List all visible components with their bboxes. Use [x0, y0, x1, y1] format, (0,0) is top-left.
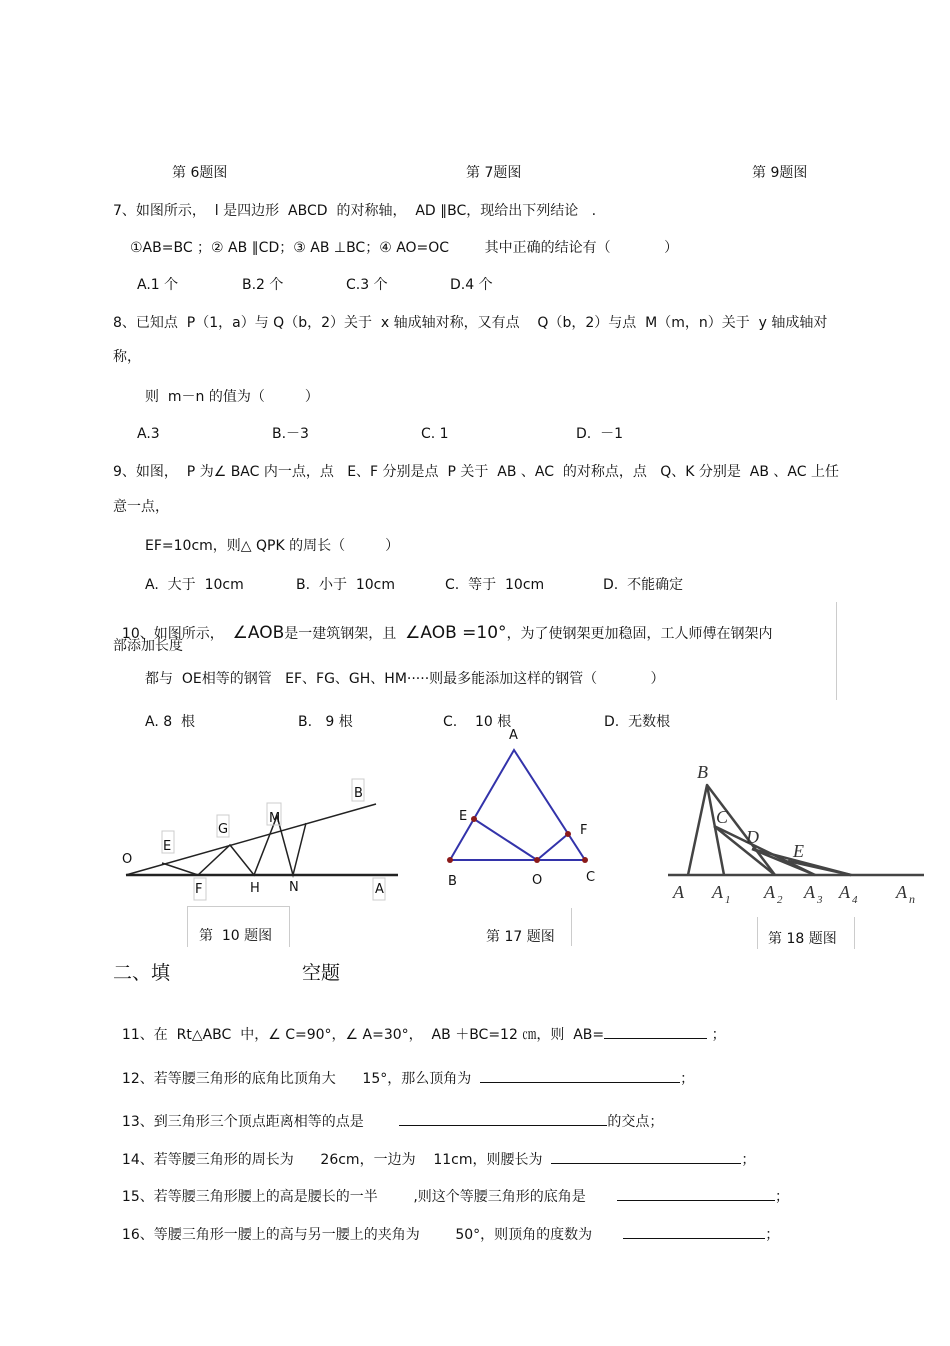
q15-text: 15、若等腰三角形腰上的高是腰长的一半 ,则这个等腰三角形的底角是 [121, 1189, 617, 1205]
q16-text: 16、等腰三角形一腰上的高与另一腰上的夹角为 50°，则顶角的度数为 [121, 1227, 624, 1243]
q8-option-c: C. 1 [421, 426, 449, 442]
q7-option-b: B.2 个 [242, 277, 284, 293]
section-2-title-part2: 空题 [302, 962, 341, 984]
q10-option-d: D. 无数根 [604, 714, 671, 730]
q9-stem-2: 意一点， [113, 499, 169, 515]
fig18-label-c: C [716, 807, 729, 827]
q9-option-d: D. 不能确定 [603, 577, 684, 593]
fig10-label-o: O [122, 852, 133, 867]
fig18-label-a2-sub: 2 [777, 894, 783, 906]
q12-answer-blank[interactable] [480, 1068, 680, 1083]
q8-option-a: A.3 [137, 426, 160, 442]
q9-option-b: B. 小于 10cm [296, 577, 396, 593]
section-2-title-part1: 二、填 [113, 962, 171, 984]
fig17-segments-eof [474, 819, 568, 860]
fig17-label-b: B [448, 874, 457, 889]
fig18-label-a1: A [712, 882, 723, 902]
fig18-label-a: A [673, 882, 684, 902]
q8-stem: 8、已知点 P（1，a）与 Q（b，2）关于 x 轴成轴对称，又有点 Q（b，2）与点 M（m，n）关于 y 轴成轴对 [113, 315, 828, 331]
q10-stem-2: 部添加长度 [113, 638, 183, 654]
q15-answer-blank[interactable] [617, 1186, 775, 1201]
fig10-label-n: N [289, 880, 299, 895]
fig10-label-b: B [354, 786, 363, 801]
fig17-label-c: C [586, 870, 596, 885]
q15 [113, 1168, 789, 1206]
fig17-point-e [471, 816, 477, 822]
q10-stem-a: 10、如图所示， [121, 626, 233, 642]
fig10-label-h: H [250, 881, 260, 896]
q9-stem: 9、如图， P 为∠ BAC 内一点，点 E、F 分别是点 P 关于 AB 、AC 的对称点，点 Q、K 分别是 AB 、AC 上任 [113, 464, 839, 480]
q8-option-d: D. －1 [576, 426, 624, 442]
q10-angle-value: ∠AOB =10° [405, 623, 507, 643]
caption-fig6: 第 6题图 [172, 165, 228, 181]
caption-fig7: 第 7题图 [466, 165, 522, 181]
fig10-label-a: A [375, 882, 384, 897]
q13 [113, 1093, 663, 1131]
q10-option-b: B. 9 根 [298, 714, 353, 730]
q11-answer-blank[interactable] [604, 1024, 707, 1039]
q9-option-a: A. 大于 10cm [145, 577, 244, 593]
q10-option-a: A. 8 根 [145, 714, 196, 730]
fig17-triangle-abc [450, 750, 588, 860]
q8-stem-2: 称， [113, 349, 141, 365]
q10-stem-c: 是一建筑钢架，且 [284, 626, 406, 642]
q7-stem: 7、如图所示， l 是四边形 ABCD 的对称轴， AD ∥BC，现给出下列结论 . [113, 203, 597, 219]
q16 [113, 1206, 779, 1244]
fig18-label-a2: A [764, 882, 775, 902]
fig18-label-a4: A [839, 882, 850, 902]
q13-answer-blank[interactable] [399, 1111, 607, 1126]
q8-stem-3: 则 m－n 的值为（ ） [145, 389, 319, 405]
fig17-point-b [447, 857, 453, 863]
q10-stem [113, 606, 773, 643]
fig18-label-e: E [793, 841, 804, 861]
fig17-label-a: A [509, 728, 518, 743]
figure-18 [668, 755, 928, 915]
fig18-label-a3-sub: 3 [817, 894, 823, 906]
fig17-label-f: F [580, 823, 588, 838]
caption-fig9: 第 9题图 [752, 165, 808, 181]
fig17-point-o [534, 857, 540, 863]
q14 [113, 1131, 755, 1169]
fig10-caption: 第 10 题图 [199, 928, 273, 944]
q7-option-c: C.3 个 [346, 277, 388, 293]
fig10-label-g: G [218, 822, 229, 837]
figure-17 [440, 725, 610, 889]
q10-angle-aob: ∠AOB [232, 623, 285, 643]
fig18-label-a4-sub: 4 [852, 894, 858, 906]
q11-text: 11、在 Rt△ABC 中，∠ C=90°，∠ A=30°， AB ＋BC=12 ㎝，则 AB= [121, 1027, 605, 1043]
fig10-label-f: F [195, 882, 203, 897]
fig18-label-d: D [746, 827, 759, 847]
fig17-label-o: O [532, 873, 543, 888]
fig10-label-e: E [163, 839, 172, 854]
fig18-label-a3: A [804, 882, 815, 902]
q16-answer-blank[interactable] [623, 1224, 765, 1239]
q14-answer-blank[interactable] [551, 1149, 741, 1164]
q8-option-b: B.－3 [272, 426, 309, 442]
q10-stem-3: 都与 OE相等的钢管 EF、FG、GH、HM·····则最多能添加这样的钢管（ ） [145, 671, 665, 687]
q15-end: ； [774, 1189, 789, 1205]
fig18-label-a1-sub: 1 [725, 894, 731, 906]
q13-text: 13、到三角形三个顶点距离相等的点是 [121, 1114, 400, 1130]
fig17-caption-frame [571, 908, 572, 946]
fig17-caption: 第 17 题图 [486, 929, 555, 945]
fig17-point-f [565, 831, 571, 837]
fig17-label-e: E [459, 809, 468, 824]
q12-end: ； [680, 1071, 695, 1087]
q11-end: ； [707, 1027, 726, 1043]
q9-stem-3: EF=10cm，则△ QPK 的周长（ ） [145, 538, 400, 554]
q14-text: 14、若等腰三角形的周长为 26cm，一边为 11cm，则腰长为 [121, 1152, 552, 1168]
q9-option-c: C. 等于 10cm [445, 577, 545, 593]
fig18-label-an-sub: n [909, 892, 915, 906]
fig17-point-c [582, 857, 588, 863]
q10-frame [836, 602, 837, 700]
q16-end: ； [765, 1227, 780, 1243]
q7-option-d: D.4 个 [450, 277, 493, 293]
q12 [113, 1050, 694, 1088]
q11 [113, 1006, 726, 1044]
q13-end: 的交点； [607, 1114, 664, 1130]
q7-conclusions: ①AB=BC ；② AB ∥CD；③ AB ⊥BC；④ AO=OC 其中正确的结论有（ ） [130, 240, 679, 256]
q7-option-a: A.1 个 [137, 277, 179, 293]
figure-10 [110, 775, 410, 915]
fig18-label-b: B [697, 762, 708, 782]
fig18-caption: 第 18 题图 [768, 931, 837, 947]
fig10-pipes [162, 816, 306, 875]
fig18-label-an: A [896, 882, 907, 902]
q10-option-c: C. 10 根 [443, 714, 512, 730]
fig10-label-m: M [269, 811, 281, 826]
q10-stem-e: ，为了使钢架更加稳固，工人师傅在钢架内 [506, 626, 773, 642]
q12-text: 12、若等腰三角形的底角比顶角大 15°，那么顶角为 [121, 1071, 481, 1087]
q14-end: ； [741, 1152, 756, 1168]
